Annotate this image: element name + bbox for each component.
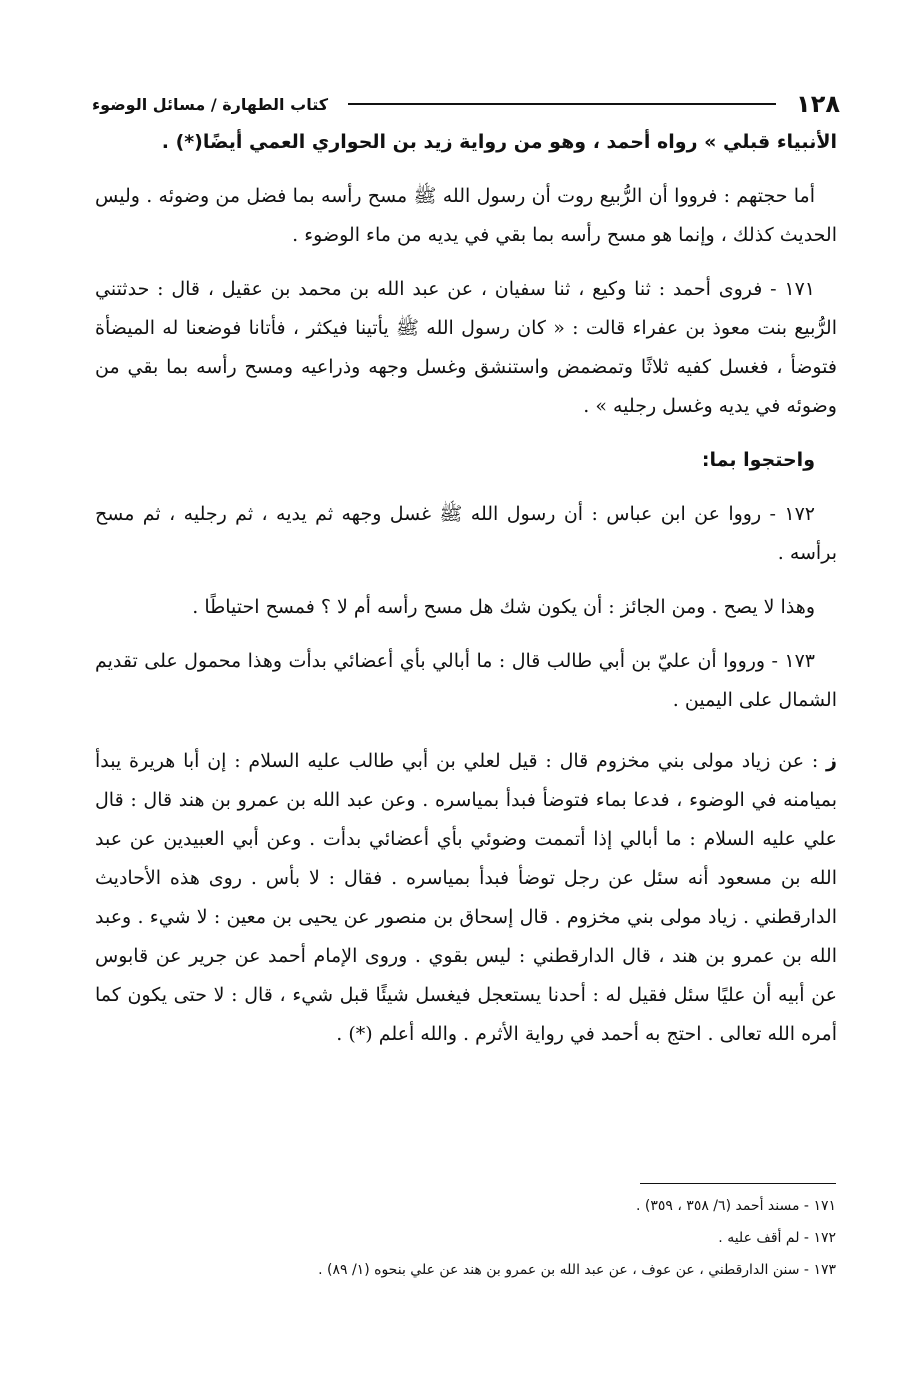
paragraph-hadith-172: ١٧٢ - رووا عن ابن عباس : أن رسول الله ﷺ غسل وجهه ثم يديه ، ثم رجليه ، ثم مسح برأسه . (95, 503, 837, 564)
paragraph-their-argument: أما حجتهم : فرووا أن الرُّبيع روت أن رسول الله ﷺ مسح رأسه بما فضل من وضوئه . وليس الحديث كذلك ، وإنما هو مسح رأسه بما بقي في يديه من ماء الوضوء . (95, 185, 837, 246)
header-rule (348, 103, 776, 105)
paragraph-hadith-173: ١٧٣ - ورووا أن عليّ بن أبي طالب قال : ما أبالي بأي أعضائي بدأت وهذا محمول على تقديم الشمال على اليمين . (95, 650, 837, 711)
footnotes (180, 1190, 836, 1286)
main-text (95, 123, 837, 1054)
page-number: ١٢٨ (796, 90, 840, 118)
footnote-172: ١٧٢ - لم أقف عليه . (718, 1230, 836, 1246)
footnote-rule (640, 1183, 836, 1184)
footnote-171: ١٧١ - مسند أحمد (٦/ ٣٥٨ ، ٣٥٩) . (635, 1198, 836, 1214)
running-title: كتاب الطهارة / مسائل الوضوء (92, 94, 329, 114)
paragraph-continuation: الأنبياء قبلي » رواه أحمد ، وهو من رواية زيد بن الحواري العمي أيضًا(*) . (161, 131, 837, 153)
paragraph-response: وهذا لا يصح . ومن الجائز : أن يكون شك هل مسح رأسه أم لا ؟ فمسح احتياطًا . (192, 596, 815, 618)
paragraph-addition (95, 742, 837, 1054)
page-header (92, 86, 840, 122)
paragraph-hadith-171: ١٧١ - فروى أحمد : ثنا وكيع ، ثنا سفيان ، عن عبد الله بن محمد بن عقيل ، قال : حدثتني الرُّبيع بنت معوذ بن عفراء قالت : « كان رسول الله ﷺ يأتينا فيكثر ، فأتانا فوضعنا له الميضأة فتوضأ ، فغسل كفيه ثلاثًا وتمضمض واستنشق وغسل وجهه وذراعيه ومسح رأسه بما بقي من وضوئه في يديه وغسل رجليه » . (95, 278, 837, 417)
addition-marker: ز (826, 750, 837, 772)
paragraph-they-argued: واحتجوا بما: (701, 449, 815, 471)
footnote-173: ١٧٣ - سنن الدارقطني ، عن عوف ، عن عبد الله بن عمرو بن هند عن علي بنحوه (١/ ٨٩) . (318, 1262, 836, 1278)
addition-text: : عن زياد مولى بني مخزوم قال : قيل لعلي بن أبي طالب عليه السلام : إن أبا هريرة يبدأ بميامنه في الوضوء ، فدعا بماء فتوضأ فبدأ بمياسره . وعن عبد الله بن عمرو بن هند قال : قال علي عليه السلام : ما أبالي إذا أتممت وضوئي بأي أعضائي بدأت . وعن أبي العبيدين عن عبد الله بن مسعود أنه سئل عن رجل توضأ فبدأ بمياسره . فقال : لا بأس . روى هذه الأحاديث الدارقطني . زياد مولى بني مخزوم . قال إسحاق بن منصور عن يحيى بن معين : لا شيء . وعبد الله بن عمرو بن هند ، قال الدارقطني : ليس بقوي . وروى الإمام أحمد عن جرير عن قابوس عن أبيه أن عليًا سئل فقيل له : أحدنا يستعجل فيغسل شيئًا قبل شيء ، قال : لا حتى يكون كما أمره الله تعالى . احتج به أحمد في رواية الأثرم . والله أعلم (*) . (95, 750, 838, 1045)
